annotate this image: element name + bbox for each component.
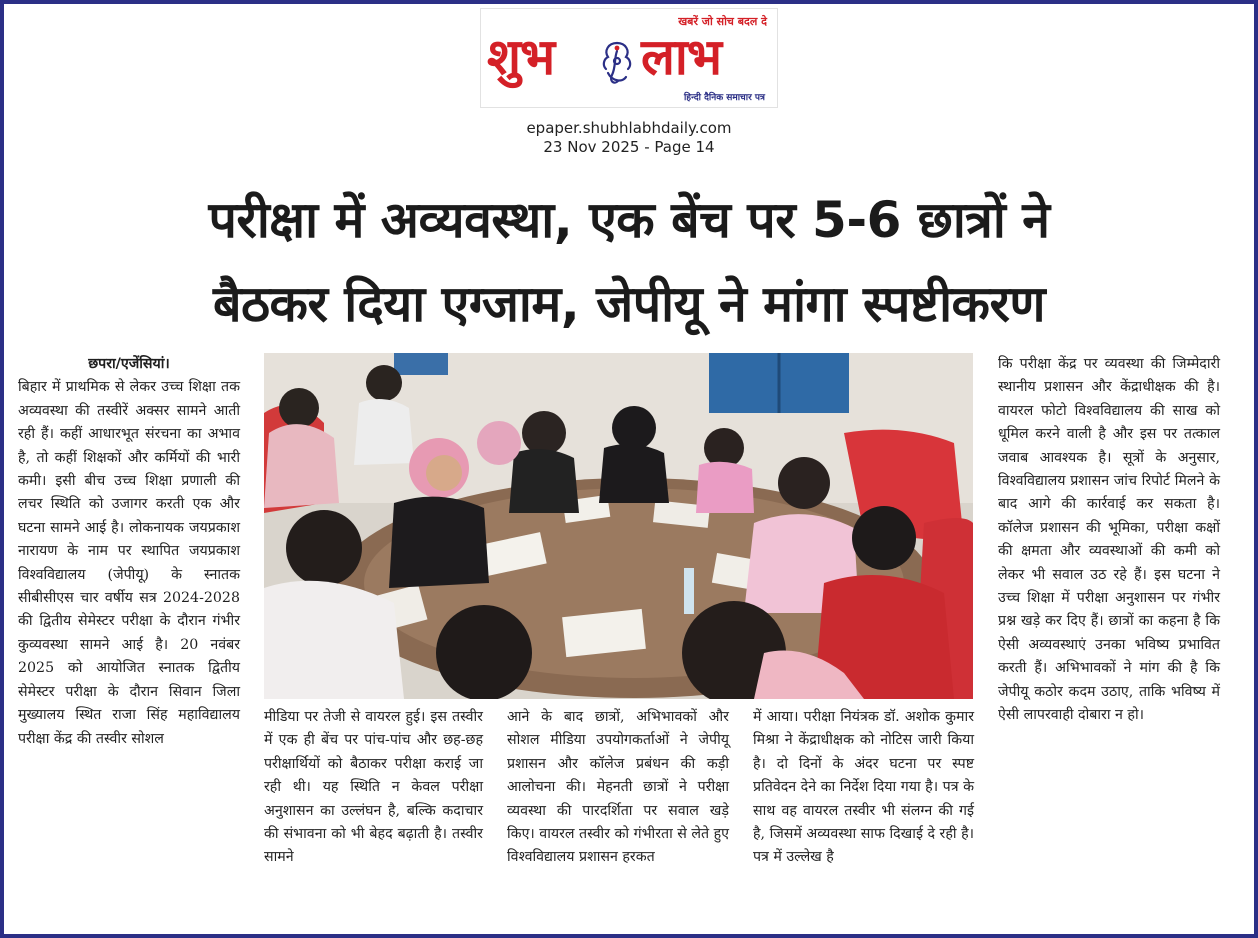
- column-5-text: कि परीक्षा केंद्र पर व्यवस्था की जिम्मेदारी स्थानीय प्रशासन और केंद्राधीक्षक की है। वायरल फोटो विश्वविद्यालय की साख को धूमिल करने वाली है और इस पर तत्काल जवाब आवश्यक है। सूत्रों के अनुसार, विश्वविद्यालय प्रशासन जांच रिपोर्ट मिलने के बाद आगे की कार्रवाई कर सकता है। कॉलेज प्रशासन की भूमिका, परीक्षा कक्षों की क्षमता और व्यवस्थाओं की कमी को लेकर भी सवाल उठ रहे हैं। इस घटना ने उच्च शिक्षा में परीक्षा अनुशासन पर गंभीर प्रश्न खड़े कर दिए हैं। छात्रों का कहना है कि ऐसी अव्यवस्थाएं उनका भविष्य प्रभावित करती हैं। अभिभावकों ने मांग की है कि जेपीयू कठोर कदम उठाए, ताकि भविष्य में ऐसी लापरवाही दोबारा न हो।: [998, 356, 1220, 724]
- dateline: छपरा/एजेंसियां।: [88, 356, 170, 372]
- ganesh-icon: [596, 37, 638, 89]
- logo-word-left: शुभ: [487, 28, 555, 86]
- epaper-url[interactable]: epaper.shubhlabhdaily.com: [526, 119, 732, 137]
- column-4-text: में आया। परीक्षा नियंत्रक डॉ. अशोक कुमार मिश्रा ने केंद्राधीक्षक को नोटिस जारी किया है। दो दिनों के अंदर घटना पर स्पष्ट प्रतिवेदन देने का निर्देश दिया गया है। पत्र के साथ वह वायरल तस्वीर भी संलग्न की गई है, जिसमें अव्यवस्था साफ दिखाई दे रही है। पत्र में उल्लेख है: [753, 709, 974, 866]
- exam-hall-photo: [264, 353, 973, 699]
- article-column-4: [753, 706, 974, 870]
- masthead-logo[interactable]: [480, 8, 778, 108]
- logo-tagline: खबरें जो सोच बदल दे: [678, 15, 767, 28]
- logo-subtag: हिन्दी दैनिक समाचार पत्र: [683, 93, 765, 103]
- article-column-3: [507, 706, 729, 870]
- headline-line-1: परीक्षा में अव्यवस्था, एक बेंच पर 5-6 छात्रों ने: [208, 191, 1050, 249]
- logo-word-right: लाभ: [641, 28, 721, 86]
- edition-date-page: 23 Nov 2025 - Page 14: [543, 138, 715, 156]
- headline-line-2: बैठकर दिया एग्जाम, जेपीयू ने मांगा स्पष्टीकरण: [212, 275, 1046, 333]
- column-1-text: बिहार में प्राथमिक से लेकर उच्च शिक्षा तक अव्यवस्था की तस्वीरें अक्सर सामने आती रही हैं। कहीं आधारभूत संरचना का अभाव है, तो कहीं शिक्षकों और कर्मियों की भारी कमी। इसी बीच उच्च शिक्षा प्रणाली की लचर स्थिति को उजागर करती एक और घटना सामने आई है। लोकनायक जयप्रकाश नारायण के नाम पर स्थापित जयप्रकाश विश्वविद्यालय (जेपीयू) के स्नातक सीबीसीएस चार वर्षीय सत्र 2024-2028 की द्वितीय सेमेस्टर परीक्षा के दौरान गंभीर कुव्यवस्था सामने आई है। 20 नवंबर 2025 को आयोजित स्नातक द्वितीय सेमेस्टर परीक्षा के दौरान सिवान जिला मुख्यालय स्थित राजा सिंह महाविद्यालय परीक्षा केंद्र की तस्वीर सोशल: [18, 379, 240, 747]
- article-column-5: [998, 353, 1220, 728]
- column-3-text: आने के बाद छात्रों, अभिभावकों और सोशल मीडिया उपयोगकर्ताओं ने जेपीयू प्रशासन और कॉलेज प्रबंधन की कड़ी आलोचना की। मेहनती छात्रों ने परीक्षा व्यवस्था की पारदर्शिता पर सवाल खड़े किए। वायरल तस्वीर को गंभीरता से लेते हुए विश्वविद्यालय प्रशासन हरकत: [507, 709, 729, 866]
- article-column-1: [18, 353, 240, 751]
- column-2-text: मीडिया पर तेजी से वायरल हुई। इस तस्वीर में एक ही बेंच पर पांच-पांच और छह-छह परीक्षार्थियों को बैठाकर परीक्षा कराई जा रही थी। यह स्थिति न केवल परीक्षा अनुशासन का उल्लंघन है, बल्कि कदाचार की संभावना को भी बेहद बढ़ाती है। तस्वीर सामने: [264, 709, 483, 866]
- article-column-2: [264, 706, 483, 870]
